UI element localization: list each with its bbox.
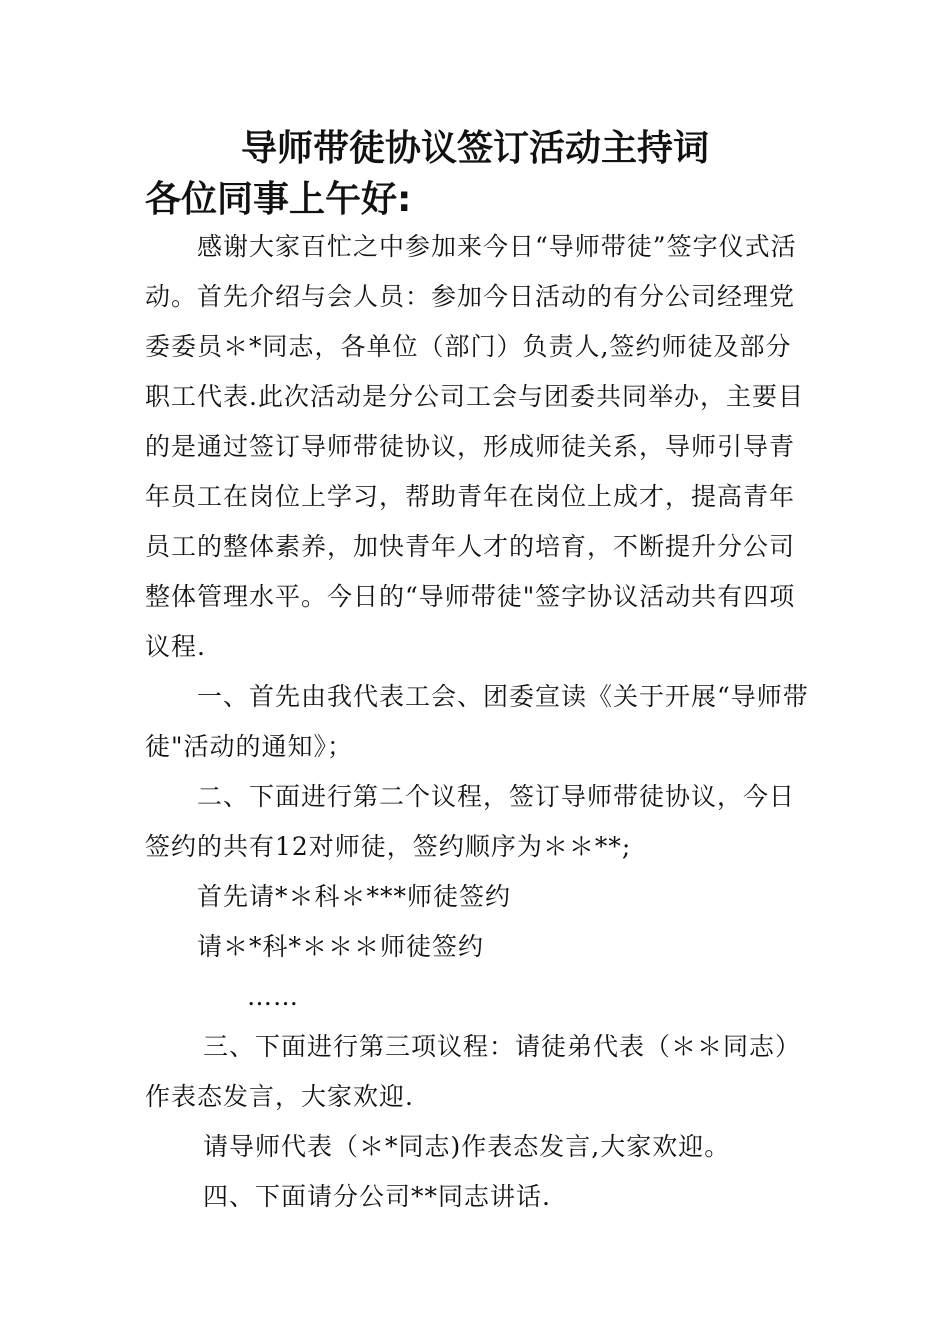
agenda-item-two: 二、下面进行第二个议程，签订导师带徒协议，今日签约的共有12对师徒，签约顺序为＊＊**; [145, 782, 796, 861]
ellipsis-line: …… [247, 982, 299, 1011]
agenda-item-one: 一、首先由我代表工会、团委宣读《关于开展“导师带徒"活动的通知》； [145, 682, 809, 761]
document-title: 导师带徒协议签订活动主持词 [240, 128, 709, 169]
agenda-item-three-mentor: 请导师代表（＊*同志)作表态发言,大家欢迎。 [203, 1132, 731, 1161]
signing-line-2: 请＊*科*＊＊＊师徒签约 [197, 932, 485, 961]
intro-paragraph: 感谢大家百忙之中参加来今日“导师带徒”签字仪式活动。首先介绍与会人员：参加今日活动的有分公司经理党委委员＊*同志，各单位（部门）负责人,签约师徒及部分职工代表.此次活动是分公司工会与团委共同举办，主要目的是通过签订导师带徒协议，形成师徒关系，导师引导青年员工在岗位上学习，帮助青年在岗位上成才，提高青年员工的整体素养，加快青年人才的培育，不断提升分公司整体管理水平。今日的“导师带徒"签字协议活动共有四项议程. [145, 232, 804, 661]
agenda-item-four: 四、下面请分公司**同志讲话. [203, 1182, 551, 1211]
signing-line-1: 首先请*＊科＊***师徒签约 [197, 882, 512, 911]
greeting: 各位同事上午好: [145, 179, 412, 220]
agenda-item-three: 三、下面进行第三项议程：请徒弟代表（＊＊同志）作表态发言，大家欢迎. [145, 1032, 802, 1111]
